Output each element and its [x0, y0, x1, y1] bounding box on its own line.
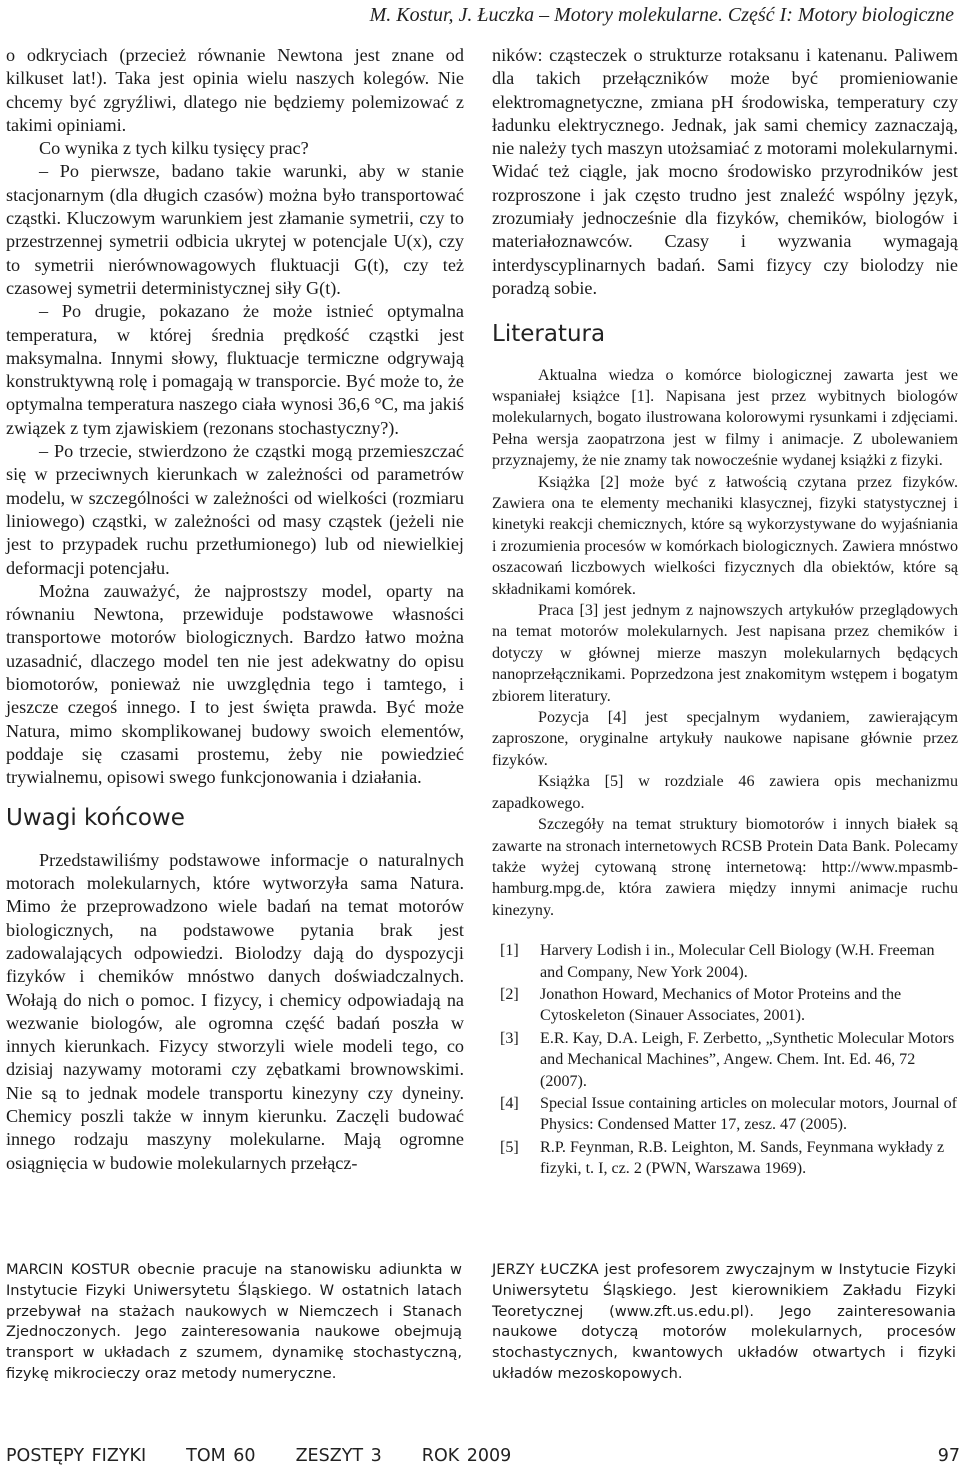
- reference-list: [492, 940, 958, 1179]
- paragraph: Aktualna wiedza o komórce biologicznej zawarta jest we wspaniałej książce [1]. Napisana jest przez wybitnych biologów molekularnych, bogato ilustrowana kolorowymi rysunkami i zdjęciami. Pełna wersja zaopatrzona jest w filmy i animacje. Z ubolewaniem przyznajemy, że nie znamy tak nowocześnie wydanej książki z fizyki.: [492, 366, 958, 470]
- paragraph: Można zauważyć, że najprostszy model, oparty na równaniu Newtona, przewiduje podstawowe własności transportowe motorów biologicznych. Bardzo łatwo można uzasadnić, dlaczego model ten nie jest adekwatny do opisu biomotorów, ponieważ nie uwzględnia tego i tamtego, i jeszcze czegoś innego. I to jest święta prawda. Być może Natura, mimo skomplikowanej budowy swoich elementów, poddaje się czasami prostemu, żeby nie powiedzieć trywialnemu, opisowi swego funkcjonowania i działania.: [6, 580, 464, 788]
- journal-name: POSTĘPY FIZYKI: [6, 1446, 147, 1466]
- author-bio-luczka: JERZY ŁUCZKA jest profesorem zwyczajnym w Instytucie Fizyki Uniwersytetu Śląskiego. Jest kierownikiem Zakładu Fizyki Teoretycznej (www.zft.us.edu.pl). Jego zainteresowania naukowe dotyczą motorów molekularnych, procesów stochastycznych, kwantowych układów otwartych i fizyki układów mezoskopowych.: [492, 1261, 956, 1382]
- page-number: 97: [937, 1446, 960, 1466]
- reference-number: [4]: [500, 1094, 519, 1112]
- journal-volume: TOM 60: [186, 1446, 256, 1466]
- reference-number: [3]: [500, 1029, 519, 1047]
- paragraph: Książka [2] może być z łatwością czytana przez fizyków. Zawiera ona te elementy mechaniki klasycznej, fizyki statystycznej i kinetyki reakcji chemicznych, które są wykorzystywane do wyjaśniania i zrozumienia procesów w komórkach biologicznych. Zawiera mnóstwo oszacowań liczbowych wielkości fizycznych dla obiektów, które są składnikami komórek.: [492, 473, 958, 598]
- reference-number: [2]: [500, 985, 519, 1003]
- running-title: M. Kostur, J. Łuczka – Motory molekularne. Część I: Motory biologiczne: [369, 4, 954, 26]
- paragraph: Co wynika z tych kilku tysięcy prac?: [39, 138, 309, 159]
- reference-item: [492, 940, 958, 983]
- paragraph: ników: cząsteczek o strukturze rotaksanu i katenanu. Paliwem dla takich przełączników może być promieniowanie elektromagnetyczne, zmiana pH środowiska, temperatury czy ładunku elektrycznego. Jednak, jak sami chemicy zaznaczają, nie należy tych maszyn utożsamiać z motorami molekularnymi. Widać też ciągle, jak mocno środowisko przyrodników jest rozproszone i jak często trudno jest znaleźć wspólny język, zrozumiały jednocześnie dla fizyków, chemików, biologów i materiałoznawców. Czasy i wyzwania wymagają interdyscyplinarnych badań. Sami fizycy czy biolodzy nie poradzą sobie.: [492, 45, 958, 298]
- paragraph: – Po pierwsze, badano takie warunki, aby w stanie stacjonarnym (dla długich czasów) można było transportować cząstki. Kluczowym warunkiem jest złamanie symetrii, czy to przestrzennej symetrii odbicia ukrytej w potencjale U(x), czy to symetrii nierównowagowych fluktuacji G(t), czy też czasowej symetrii deterministycznej siły G(t).: [6, 161, 464, 298]
- literature-body: [492, 365, 958, 922]
- reference-number: [5]: [500, 1138, 519, 1156]
- reference-item: [492, 984, 958, 1027]
- reference-text: Harvery Lodish i in., Molecular Cell Biology (W.H. Freeman and Company, New York 2004).: [540, 942, 935, 981]
- paragraph: Praca [3] jest jednym z najnowszych artykułów przeglądowych na temat motorów molekularnych. Jest napisana przez chemików i dotyczy w głównej mierze maszyn molekularnych będących nanoprzełącznikami. Poprzedzona jest znakomitym wstępem i bogatym zbiorem literatury.: [492, 602, 958, 705]
- author-bio-kostur: MARCIN KOSTUR obecnie pracuje na stanowisku adiunkta w Instytucie Fizyki Uniwersytetu Śląskiego. W ostatnich latach przebywał na stażach naukowych w Niemczech i Stanach Zjednoczonych. Jego zainteresowania naukowe obejmują transport w układach z szumem, dynamikę stochastyczną, fizykę mikrocieczy oraz metody numeryczne.: [6, 1261, 462, 1382]
- reference-item: [492, 1028, 958, 1092]
- reference-text: Jonathon Howard, Mechanics of Motor Proteins and the Cytoskeleton (Sinauer Associates, 2001).: [540, 985, 902, 1025]
- reference-text: Special Issue containing articles on molecular motors, Journal of Physics: Condensed Matter 17, zesz. 47 (2005).: [540, 1094, 957, 1134]
- reference-text: R.P. Feynman, R.B. Leighton, M. Sands, Feynmana wykłady z fizyki, t. I, cz. 2 (PWN, Warszawa 1969).: [540, 1138, 945, 1178]
- paragraph: o odkryciach (przecież równanie Newtona jest znane od kilkuset lat!). Taka jest opinia wielu naszych kolegów. Nie chcemy być zgryźliwi, dlatego nie będziemy polemizować z takimi opiniami.: [6, 45, 464, 135]
- paragraph: Pozycja [4] jest specjalnym wydaniem, zawierającym zaproszone, oryginalne artykuły naukowe napisane głównie przez fizyków.: [492, 709, 958, 769]
- right-column: [492, 44, 958, 1181]
- reference-number: [1]: [500, 942, 519, 960]
- section-heading-literatura: Literatura: [492, 321, 606, 348]
- paragraph: Przedstawiliśmy podstawowe informacje o naturalnych motorach molekularnych, które wytworzyła sama Natura. Mimo że przeprowadzono wiele badań na temat motorów biologicznych, na podstawowe pytania brak jest zadowalających odpowiedzi. Biolodzy dają do dyspozycji fizyków i chemików mnóstwo danych doświadczalnych. Wołają do nich o pomoc. I fizycy, i chemicy odpowiadają na wezwanie biologów, ale ogromna część badań poszła w innych kierunkach. Fizycy stworzyli wiele modeli tego, co dzisiaj nazywamy motorami czy zębatkami brownowskimi. Nie są to jednak modele transportu kinezyny czy dyneiny. Chemicy poszli także w innym kierunku. Zaczęli budować innego rodzaju maszyny molekularne. Mają ogromne osiągnięcia w budowie molekularnych przełącz-: [6, 849, 464, 1173]
- left-column: [6, 44, 464, 1175]
- paragraph: – Po drugie, pokazano że może istnieć optymalna temperatura, w której średnia prędkość cząstki jest maksymalna. Innymi słowy, fluktuacje termiczne odgrywają konstruktywną rolę i pomagają w transporcie. Być może to, że optymalna temperatura naszego ciała wynosi 36,6 °C, ma jakiś związek z tym zjawiskiem (rezonans stochastyczny?).: [6, 301, 464, 438]
- paragraph: Książka [5] w rozdziale 46 zawiera opis mechanizmu zapadkowego.: [492, 773, 958, 812]
- journal-issue: ZESZYT 3: [295, 1446, 382, 1466]
- paragraph: – Po trzecie, stwierdzono że cząstki mogą przemieszczać się w przeciwnych kierunkach w zależności od parametrów modelu, w szczególności w zależności od wielkości (rozmiaru liniowego) cząstki, w zależności od masy cząstek (jeżeli nie jest to przypadek ruchu przetłumionego) lub od niewielkiej deformacji potencjału.: [6, 441, 464, 578]
- paragraph: Szczegóły na temat struktury biomotorów i innych białek są zawarte na stronach internetowych RCSB Protein Data Bank. Polecamy także wyżej cytowaną stronę internetową: http://www.mpasmb-hamburg.mpg.de, która zawiera między innymi animacje ruchu kinezyny.: [492, 816, 958, 919]
- reference-item: [492, 1137, 958, 1180]
- reference-text: E.R. Kay, D.A. Leigh, F. Zerbetto, „Synthetic Molecular Motors and Mechanical Machines”, Angew. Chem. Int. Ed. 46, 72 (2007).: [540, 1029, 955, 1090]
- journal-info: [6, 1446, 511, 1466]
- reference-item: [492, 1093, 958, 1136]
- journal-year: ROK 2009: [421, 1446, 512, 1466]
- section-heading-uwagi: Uwagi końcowe: [6, 804, 185, 831]
